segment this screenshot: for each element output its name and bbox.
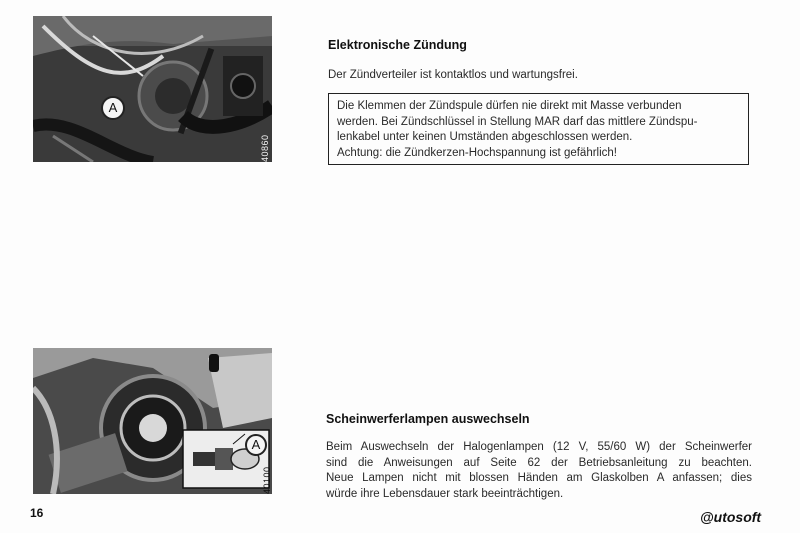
- body-line: Neue Lampen nicht mit blossen Händen am Glaskolben A anfassen; dies: [326, 472, 752, 484]
- headlamp-body-text: [326, 440, 752, 502]
- callout-a-label: A: [101, 96, 125, 120]
- body-line: Beim Auswechseln der Halogenlampen (12 V, 55/60 W) der Scheinwerfer: [326, 441, 752, 453]
- body-line: würde ihre Lebensdauer stark beeinträchtigen.: [326, 487, 564, 500]
- warning-line: Die Klemmen der Zündspule dürfen nie direkt mit Masse verbunden: [337, 100, 682, 112]
- headlamp-bulb-photo: [33, 348, 272, 494]
- ignition-intro-text: Der Zündverteiler ist kontaktlos und wartungsfrei.: [328, 69, 578, 81]
- callout-a-label: A: [245, 434, 267, 456]
- headlamp-photo-drawing: [33, 348, 272, 494]
- section-heading-headlamps: Scheinwerferlampen auswechseln: [326, 412, 530, 426]
- warning-line: lenkabel unter keinen Umständen abgeschlossen werden.: [337, 131, 633, 143]
- photo-reference-code: 40860: [260, 134, 270, 162]
- brand-watermark: @utosoft: [700, 509, 762, 525]
- ignition-warning-box: [328, 93, 749, 165]
- warning-line: werden. Bei Zündschlüssel in Stellung MAR darf das mittlere Zündspu-: [337, 115, 698, 128]
- photo-reference-code: 40100: [262, 466, 272, 494]
- ignition-photo-drawing: [33, 16, 272, 162]
- body-line: sind die Anweisungen auf Seite 62 der Betriebsanleitung zu beachten.: [326, 456, 752, 469]
- warning-line: Achtung: die Zündkerzen-Hochspannung ist gefährlich!: [337, 146, 618, 159]
- page-number: 16: [30, 506, 44, 520]
- section-heading-ignition: Elektronische Zündung: [328, 38, 467, 52]
- ignition-distributor-photo: [33, 16, 272, 162]
